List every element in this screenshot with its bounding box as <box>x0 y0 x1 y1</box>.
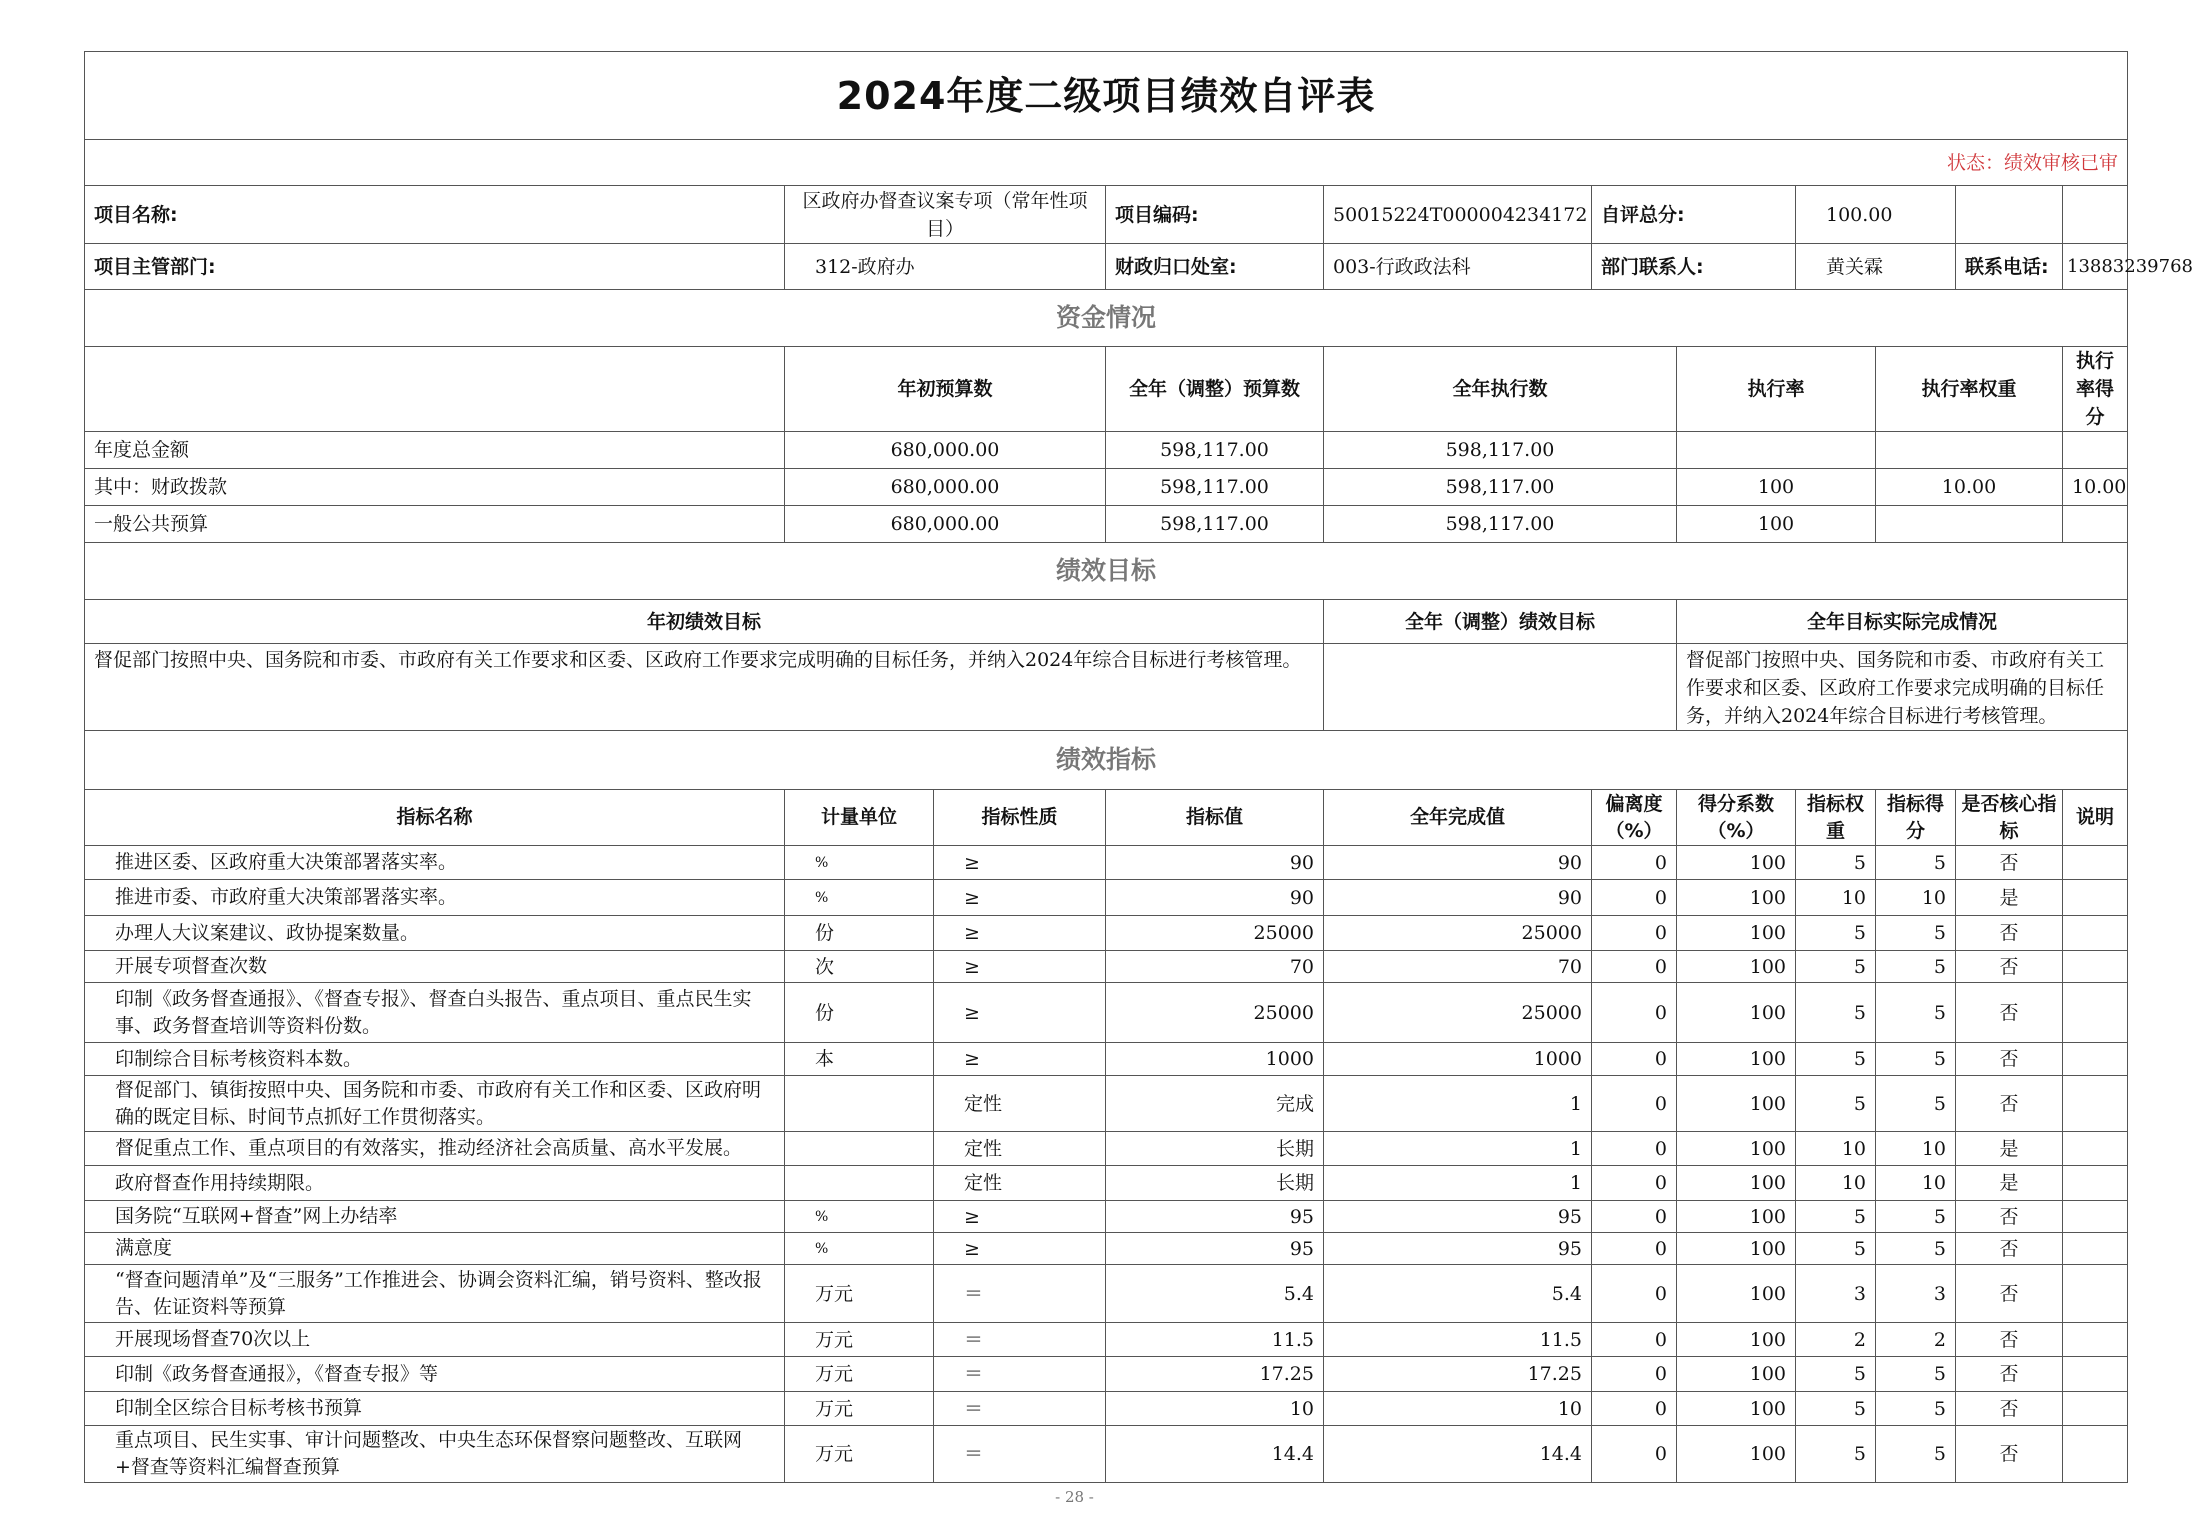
indicator-cell: 95 <box>1324 1233 1592 1265</box>
indicator-header: 全年完成值 <box>1324 790 1592 846</box>
finance-label: 财政归口处室: <box>1106 244 1324 290</box>
indicator-cell: 17.25 <box>1324 1357 1592 1392</box>
indicator-cell: 5 <box>1876 1357 1956 1392</box>
indicator-cell: 份 <box>785 983 934 1043</box>
indicators-header-row <box>85 790 2128 846</box>
dept-value: 312-政府办 <box>785 244 1106 290</box>
indicator-cell: ≥ <box>934 1233 1106 1265</box>
indicator-cell: 5 <box>1876 846 1956 880</box>
indicator-cell <box>785 1076 934 1132</box>
indicator-row <box>85 916 2128 951</box>
indicator-row <box>85 1357 2128 1392</box>
indicator-cell: 10 <box>1876 880 1956 916</box>
indicator-row <box>85 1426 2128 1483</box>
funds-value: 598,117.00 <box>1106 506 1324 543</box>
section-goals: 绩效目标 <box>85 543 2128 600</box>
project-name-label: 项目名称: <box>85 186 785 244</box>
funds-header: 全年执行数 <box>1324 347 1677 432</box>
indicator-cell <box>2063 1392 2128 1426</box>
funds-header: 年初预算数 <box>785 347 1106 432</box>
indicator-cell: % <box>785 880 934 916</box>
indicator-cell: ＝ <box>934 1323 1106 1357</box>
indicator-cell: 万元 <box>785 1357 934 1392</box>
indicator-cell: 万元 <box>785 1265 934 1323</box>
indicator-cell: 25000 <box>1106 916 1324 951</box>
indicator-cell: 1 <box>1324 1132 1592 1166</box>
indicator-cell: 否 <box>1956 1392 2063 1426</box>
indicator-cell: 长期 <box>1106 1166 1324 1201</box>
indicator-cell: 5 <box>1876 1426 1956 1483</box>
funds-value: 598,117.00 <box>1106 469 1324 506</box>
funds-header-row <box>85 347 2128 432</box>
indicator-name: 印制《政务督查通报》、《督查专报》、督查白头报告、重点项目、重点民生实事、政务督查培训等资料份数。 <box>85 983 785 1043</box>
indicator-cell: 定性 <box>934 1076 1106 1132</box>
indicator-cell <box>2063 1201 2128 1233</box>
indicator-header: 指标值 <box>1106 790 1324 846</box>
indicator-cell: 定性 <box>934 1132 1106 1166</box>
indicator-cell: ＝ <box>934 1392 1106 1426</box>
indicator-cell: 0 <box>1592 1201 1677 1233</box>
indicator-cell: 90 <box>1324 846 1592 880</box>
indicator-cell: 10 <box>1796 1132 1876 1166</box>
indicator-cell: ≥ <box>934 983 1106 1043</box>
indicator-cell: 5 <box>1876 1392 1956 1426</box>
indicator-cell: 10 <box>1796 880 1876 916</box>
indicator-cell: 100 <box>1677 983 1796 1043</box>
indicator-cell: 5 <box>1796 983 1876 1043</box>
indicator-cell: 14.4 <box>1324 1426 1592 1483</box>
indicator-cell: 11.5 <box>1106 1323 1324 1357</box>
empty-cell <box>1956 186 2063 244</box>
indicator-cell: 否 <box>1956 1265 2063 1323</box>
indicator-name: 满意度 <box>85 1233 785 1265</box>
funds-value: 10.00 <box>1876 469 2063 506</box>
project-code-label: 项目编码: <box>1106 186 1324 244</box>
indicator-cell: 10 <box>1876 1166 1956 1201</box>
indicator-cell: 次 <box>785 951 934 983</box>
indicator-cell: 25000 <box>1324 916 1592 951</box>
indicator-cell: 5 <box>1796 1426 1876 1483</box>
indicator-cell: 5 <box>1796 1357 1876 1392</box>
indicator-cell: 25000 <box>1324 983 1592 1043</box>
section-funds: 资金情况 <box>85 290 2128 347</box>
evaluation-table <box>84 51 2193 1483</box>
indicator-cell: 1000 <box>1324 1043 1592 1076</box>
funds-value: 680,000.00 <box>785 469 1106 506</box>
indicator-name: 印制《政务督查通报》，《督查专报》等 <box>85 1357 785 1392</box>
indicators-section-row <box>85 731 2128 790</box>
indicator-cell: 1000 <box>1106 1043 1324 1076</box>
indicator-cell <box>2063 1426 2128 1483</box>
indicator-cell: % <box>785 1233 934 1265</box>
indicator-cell: ≥ <box>934 846 1106 880</box>
indicator-header: 偏离度（%） <box>1592 790 1677 846</box>
indicator-cell: 否 <box>1956 951 2063 983</box>
indicator-cell: ≥ <box>934 1043 1106 1076</box>
goals-header-actual: 全年目标实际完成情况 <box>1677 600 2128 644</box>
indicator-cell: 0 <box>1592 1426 1677 1483</box>
finance-value: 003-行政政法科 <box>1324 244 1592 290</box>
indicator-cell: 5 <box>1796 1201 1876 1233</box>
indicator-cell <box>785 1132 934 1166</box>
goals-header-initial: 年初绩效目标 <box>85 600 1324 644</box>
funds-value: 680,000.00 <box>785 432 1106 469</box>
indicator-name: 开展专项督查次数 <box>85 951 785 983</box>
indicator-name: 印制全区综合目标考核书预算 <box>85 1392 785 1426</box>
indicator-cell: 0 <box>1592 1265 1677 1323</box>
indicator-cell: 100 <box>1677 916 1796 951</box>
indicator-cell: 100 <box>1677 1233 1796 1265</box>
indicator-cell: 0 <box>1592 983 1677 1043</box>
indicator-cell: 5 <box>1796 1076 1876 1132</box>
indicator-cell: 否 <box>1956 1426 2063 1483</box>
indicator-cell: 100 <box>1677 846 1796 880</box>
indicator-cell: 2 <box>1796 1323 1876 1357</box>
indicator-name: “督查问题清单”及“三服务”工作推进会、协调会资料汇编，销号资料、整改报告、佐证资料等预算 <box>85 1265 785 1323</box>
indicator-cell: ≥ <box>934 951 1106 983</box>
funds-row-name: 一般公共预算 <box>85 506 785 543</box>
indicator-cell: 否 <box>1956 1043 2063 1076</box>
indicator-cell <box>2063 1166 2128 1201</box>
project-code-value: 50015224T000004234172 <box>1324 186 1592 244</box>
indicator-name: 办理人大议案建议、政协提案数量。 <box>85 916 785 951</box>
indicator-cell <box>2063 951 2128 983</box>
funds-value: 598,117.00 <box>1324 432 1677 469</box>
funds-row <box>85 506 2128 543</box>
indicator-name: 推进区委、区政府重大决策部署落实率。 <box>85 846 785 880</box>
indicator-row <box>85 1392 2128 1426</box>
indicator-cell: 5.4 <box>1324 1265 1592 1323</box>
indicator-cell: 100 <box>1677 1076 1796 1132</box>
indicator-cell: 是 <box>1956 880 2063 916</box>
indicator-cell: 1 <box>1324 1166 1592 1201</box>
indicator-cell: 5 <box>1796 1392 1876 1426</box>
indicator-cell: 100 <box>1677 951 1796 983</box>
funds-value: 10.00 <box>2063 469 2128 506</box>
indicator-cell: 否 <box>1956 1076 2063 1132</box>
indicator-cell <box>2063 880 2128 916</box>
indicator-cell: 0 <box>1592 1357 1677 1392</box>
indicator-cell: 95 <box>1324 1201 1592 1233</box>
indicator-cell: 10 <box>1106 1392 1324 1426</box>
goals-actual-text: 督促部门按照中央、国务院和市委、市政府有关工作要求和区委、区政府工作要求完成明确的目标任务，并纳入2024年综合目标进行考核管理。 <box>1677 644 2128 731</box>
indicator-row <box>85 1233 2128 1265</box>
indicator-cell: 0 <box>1592 1043 1677 1076</box>
funds-header: 全年（调整）预算数 <box>1106 347 1324 432</box>
indicator-cell: 0 <box>1592 1233 1677 1265</box>
indicator-row <box>85 880 2128 916</box>
indicator-cell: 否 <box>1956 1233 2063 1265</box>
indicator-cell: 70 <box>1324 951 1592 983</box>
indicator-cell: 是 <box>1956 1132 2063 1166</box>
funds-value: 100 <box>1677 469 1876 506</box>
indicator-cell: 3 <box>1876 1265 1956 1323</box>
indicator-header: 得分系数（%） <box>1677 790 1796 846</box>
indicator-cell: 0 <box>1592 951 1677 983</box>
funds-row-name: 其中：财政拨款 <box>85 469 785 506</box>
indicator-cell: 14.4 <box>1106 1426 1324 1483</box>
indicator-cell: 100 <box>1677 1426 1796 1483</box>
phone-label: 联系电话: <box>1956 244 2063 290</box>
indicator-cell: 0 <box>1592 846 1677 880</box>
indicator-cell: 100 <box>1677 1043 1796 1076</box>
funds-header: 执行率权重 <box>1876 347 2063 432</box>
indicator-cell: 70 <box>1106 951 1324 983</box>
indicator-cell: 100 <box>1677 1166 1796 1201</box>
contact-value: 黄关霖 <box>1796 244 1956 290</box>
funds-value: 680,000.00 <box>785 506 1106 543</box>
indicator-cell <box>2063 1323 2128 1357</box>
indicator-header: 指标权重 <box>1796 790 1876 846</box>
indicator-cell: 0 <box>1592 1132 1677 1166</box>
indicator-cell: 否 <box>1956 916 2063 951</box>
indicator-cell: 5 <box>1796 1043 1876 1076</box>
indicator-cell: 10 <box>1876 1132 1956 1166</box>
goals-adjusted-text <box>1324 644 1677 731</box>
indicator-cell: 5 <box>1876 951 1956 983</box>
indicator-cell: 是 <box>1956 1166 2063 1201</box>
indicator-cell: ≥ <box>934 916 1106 951</box>
indicator-cell <box>2063 1265 2128 1323</box>
indicator-cell: 0 <box>1592 880 1677 916</box>
indicator-cell: 否 <box>1956 983 2063 1043</box>
goals-content-row <box>85 644 2128 731</box>
status-text: 状态：绩效审核已审 <box>85 140 2128 186</box>
indicator-cell: 95 <box>1106 1201 1324 1233</box>
indicator-cell: ≥ <box>934 1201 1106 1233</box>
indicator-cell <box>2063 1357 2128 1392</box>
funds-value: 598,117.00 <box>1106 432 1324 469</box>
indicator-name: 督促部门、镇街按照中央、国务院和市委、市政府有关工作和区委、区政府明确的既定目标、时间节点抓好工作贯彻落实。 <box>85 1076 785 1132</box>
goals-header-row <box>85 600 2128 644</box>
indicator-cell: 否 <box>1956 1357 2063 1392</box>
indicator-cell: 5 <box>1876 1076 1956 1132</box>
indicator-cell: 100 <box>1677 1323 1796 1357</box>
indicator-cell: 否 <box>1956 846 2063 880</box>
project-name-value: 区政府办督查议案专项（常年性项目） <box>785 186 1106 244</box>
section-indicators: 绩效指标 <box>85 731 2128 790</box>
dept-label: 项目主管部门: <box>85 244 785 290</box>
funds-value: 598,117.00 <box>1324 506 1677 543</box>
indicator-name: 推进市委、市政府重大决策部署落实率。 <box>85 880 785 916</box>
indicator-cell: 10 <box>1324 1392 1592 1426</box>
indicator-cell <box>2063 1233 2128 1265</box>
indicator-name: 政府督查作用持续期限。 <box>85 1166 785 1201</box>
indicator-cell: 否 <box>1956 1201 2063 1233</box>
indicator-cell <box>2063 983 2128 1043</box>
indicator-cell: ＝ <box>934 1265 1106 1323</box>
funds-row <box>85 432 2128 469</box>
indicator-cell: 5 <box>1876 1201 1956 1233</box>
indicator-cell: 完成 <box>1106 1076 1324 1132</box>
indicator-name: 督促重点工作、重点项目的有效落实，推动经济社会高质量、高水平发展。 <box>85 1132 785 1166</box>
indicator-cell <box>2063 916 2128 951</box>
indicator-cell: 100 <box>1677 1392 1796 1426</box>
indicator-row <box>85 983 2128 1043</box>
indicator-cell: 5 <box>1796 951 1876 983</box>
score-value: 100.00 <box>1796 186 1956 244</box>
indicator-cell: 本 <box>785 1043 934 1076</box>
indicator-cell: 5 <box>1796 916 1876 951</box>
funds-value: 598,117.00 <box>1324 469 1677 506</box>
indicator-cell: 5.4 <box>1106 1265 1324 1323</box>
indicator-cell: ＝ <box>934 1357 1106 1392</box>
indicator-cell: 0 <box>1592 1323 1677 1357</box>
funds-row-name: 年度总金额 <box>85 432 785 469</box>
funds-row <box>85 469 2128 506</box>
indicator-header: 指标性质 <box>934 790 1106 846</box>
indicator-cell: 100 <box>1677 1132 1796 1166</box>
indicator-cell: 万元 <box>785 1323 934 1357</box>
indicator-cell: 25000 <box>1106 983 1324 1043</box>
indicator-row <box>85 1265 2128 1323</box>
indicator-cell: 否 <box>1956 1323 2063 1357</box>
indicator-cell: 95 <box>1106 1233 1324 1265</box>
phone-value: 13883239768 <box>2063 244 2128 290</box>
indicator-row <box>85 1132 2128 1166</box>
indicator-name: 开展现场督查70次以上 <box>85 1323 785 1357</box>
page-title: 2024年度二级项目绩效自评表 <box>85 52 2128 140</box>
indicator-cell: 定性 <box>934 1166 1106 1201</box>
funds-value <box>1677 432 1876 469</box>
indicator-cell: 5 <box>1796 846 1876 880</box>
indicator-row <box>85 1323 2128 1357</box>
page-number: - 28 - <box>1055 1488 1094 1506</box>
goals-header-adjusted: 全年（调整）绩效目标 <box>1324 600 1677 644</box>
goals-section-row <box>85 543 2128 600</box>
indicator-cell: 90 <box>1324 880 1592 916</box>
indicator-cell <box>2063 1076 2128 1132</box>
indicator-cell: 5 <box>1796 1233 1876 1265</box>
goals-initial-text: 督促部门按照中央、国务院和市委、市政府有关工作要求和区委、区政府工作要求完成明确的目标任务，并纳入2024年综合目标进行考核管理。 <box>85 644 1324 731</box>
indicator-cell: 万元 <box>785 1392 934 1426</box>
indicator-header: 说明 <box>2063 790 2128 846</box>
indicator-cell: 10 <box>1796 1166 1876 1201</box>
funds-value <box>2063 506 2128 543</box>
indicator-cell: 1 <box>1324 1076 1592 1132</box>
indicator-cell: 0 <box>1592 1166 1677 1201</box>
indicator-cell: 5 <box>1876 916 1956 951</box>
indicator-cell <box>2063 846 2128 880</box>
indicator-cell: 0 <box>1592 1392 1677 1426</box>
indicator-cell: 0 <box>1592 1076 1677 1132</box>
indicator-cell: 5 <box>1876 1233 1956 1265</box>
indicator-name: 印制综合目标考核资料本数。 <box>85 1043 785 1076</box>
indicator-header: 指标名称 <box>85 790 785 846</box>
indicator-cell: ≥ <box>934 880 1106 916</box>
indicator-cell: 100 <box>1677 1265 1796 1323</box>
indicator-cell: ＝ <box>934 1426 1106 1483</box>
funds-header: 执行率得分 <box>2063 347 2128 432</box>
evaluation-sheet <box>84 51 2193 1483</box>
indicator-header: 是否核心指标 <box>1956 790 2063 846</box>
indicator-row <box>85 846 2128 880</box>
indicator-name: 重点项目、民生实事、审计问题整改、中央生态环保督察问题整改、互联网+督查等资料汇编督查预算 <box>85 1426 785 1483</box>
indicator-cell: 17.25 <box>1106 1357 1324 1392</box>
indicator-cell: % <box>785 846 934 880</box>
indicator-cell: % <box>785 1201 934 1233</box>
indicator-row <box>85 1201 2128 1233</box>
indicator-cell: 100 <box>1677 1357 1796 1392</box>
indicator-row <box>85 1166 2128 1201</box>
indicator-cell <box>2063 1043 2128 1076</box>
empty-cell <box>2063 186 2128 244</box>
indicator-cell: 100 <box>1677 880 1796 916</box>
indicator-name: 国务院“互联网+督查”网上办结率 <box>85 1201 785 1233</box>
funds-value <box>2063 432 2128 469</box>
indicator-cell: 万元 <box>785 1426 934 1483</box>
indicator-cell: 0 <box>1592 916 1677 951</box>
indicator-cell: 5 <box>1876 1043 1956 1076</box>
indicator-cell: 长期 <box>1106 1132 1324 1166</box>
indicator-row <box>85 1043 2128 1076</box>
indicator-cell <box>785 1166 934 1201</box>
indicator-row <box>85 1076 2128 1132</box>
contact-label: 部门联系人: <box>1592 244 1796 290</box>
indicator-cell: 100 <box>1677 1201 1796 1233</box>
indicator-cell: 3 <box>1796 1265 1876 1323</box>
empty-cell <box>85 347 785 432</box>
indicator-header: 指标得分 <box>1876 790 1956 846</box>
indicator-cell: 2 <box>1876 1323 1956 1357</box>
indicator-cell: 份 <box>785 916 934 951</box>
indicator-cell <box>2063 1132 2128 1166</box>
indicator-cell: 90 <box>1106 846 1324 880</box>
indicator-header: 计量单位 <box>785 790 934 846</box>
funds-value <box>1876 432 2063 469</box>
funds-value <box>1876 506 2063 543</box>
indicator-cell: 90 <box>1106 880 1324 916</box>
indicator-row <box>85 951 2128 983</box>
funds-header: 执行率 <box>1677 347 1876 432</box>
score-label: 自评总分: <box>1592 186 1796 244</box>
indicator-cell: 5 <box>1876 983 1956 1043</box>
indicator-cell: 11.5 <box>1324 1323 1592 1357</box>
funds-value: 100 <box>1677 506 1876 543</box>
